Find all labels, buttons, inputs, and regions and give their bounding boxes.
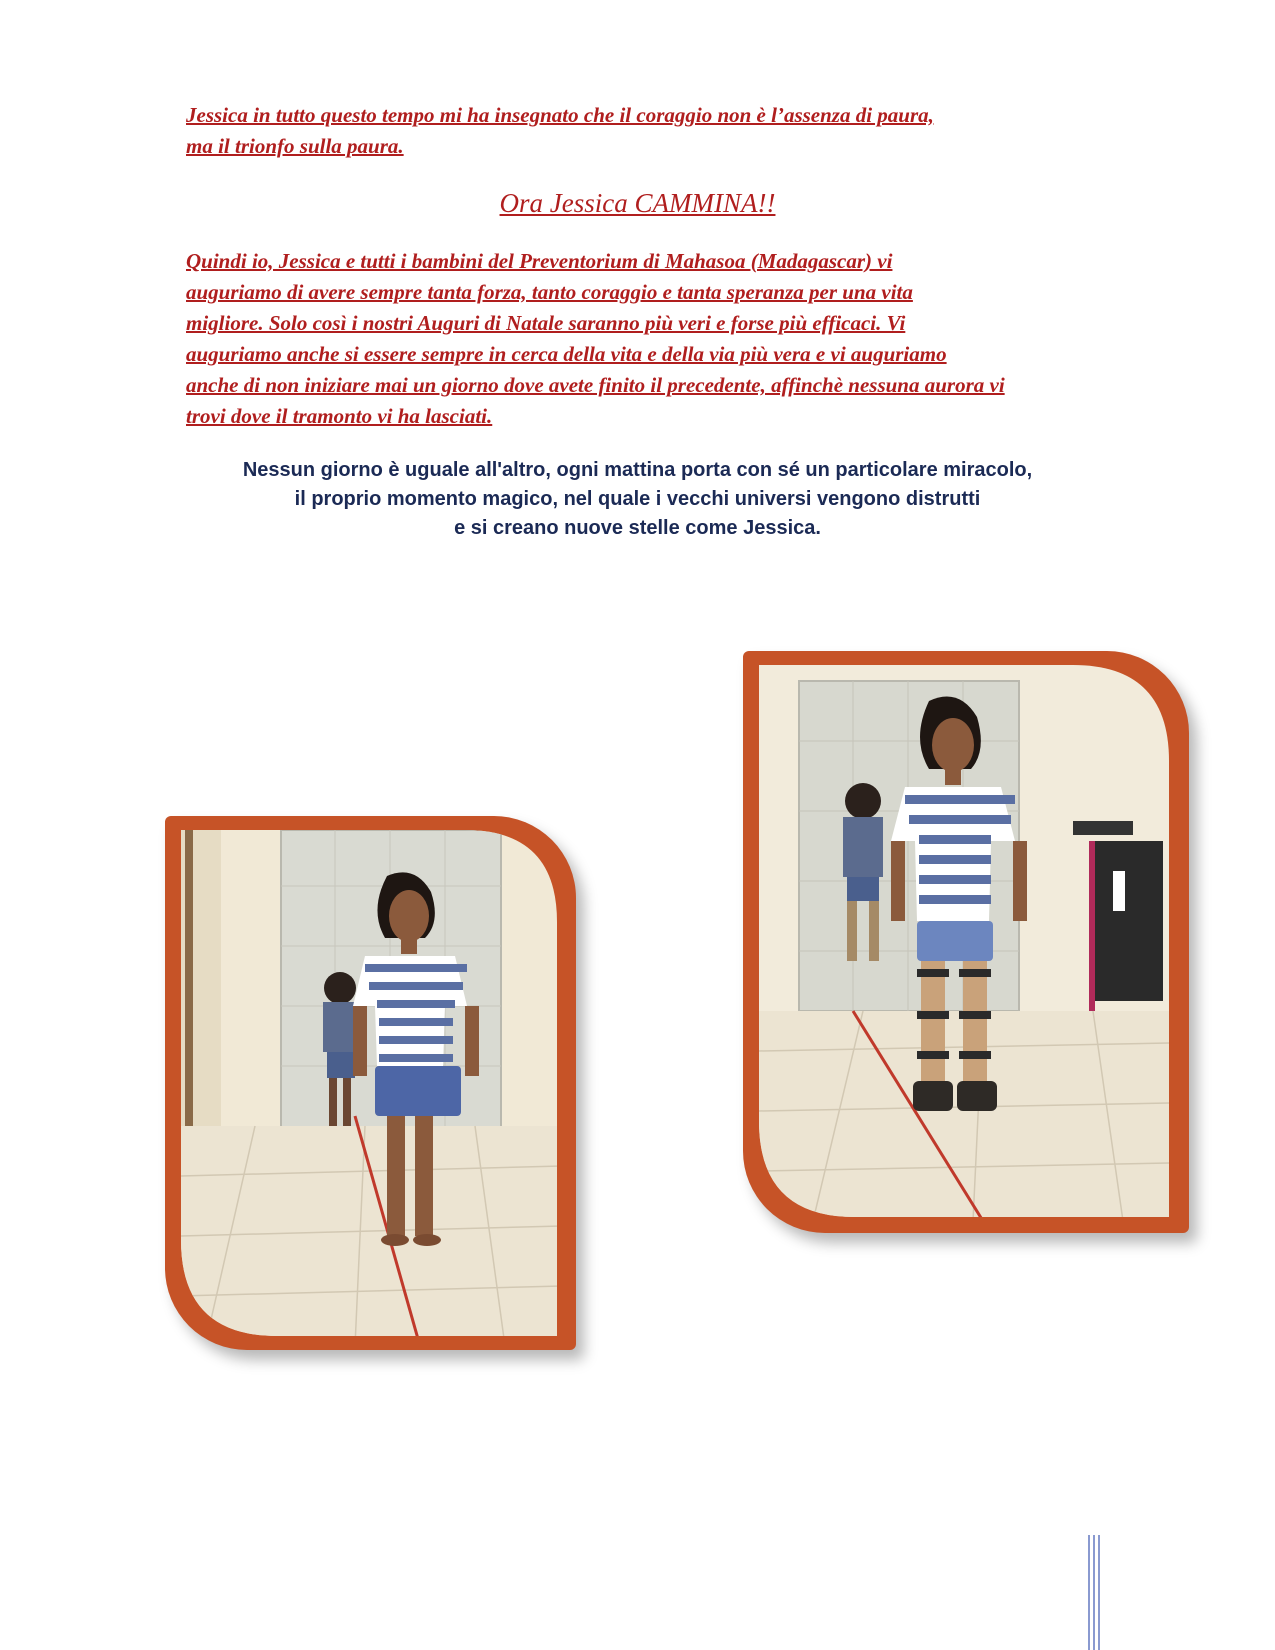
heading-walks: Ora Jessica CAMMINA!! — [499, 188, 776, 218]
intro-paragraph — [186, 100, 1086, 162]
closing-line: Nessun giorno è uguale all'altro, ogni mattina porta con sé un particolare miracolo, — [242, 459, 1033, 481]
wishes-line: trovi dove il tramonto vi ha lasciati. — [186, 404, 493, 428]
intro-line: ma il trionfo sulla paura. — [186, 134, 404, 158]
photo-girl-with-braces — [743, 651, 1189, 1233]
page-margin-rule — [1088, 1535, 1100, 1650]
wishes-paragraph — [186, 246, 1086, 432]
closing-quote — [150, 456, 1125, 543]
wishes-line: Quindi io, Jessica e tutti i bambini del Preventorium di Mahasoa (Madagascar) vi — [186, 249, 893, 273]
photo-girl-barefoot-image — [165, 816, 576, 1350]
intro-line: Jessica in tutto questo tempo mi ha insegnato che il coraggio non è l’assenza di paura, — [186, 103, 934, 127]
wishes-line: auguriamo di avere sempre tanta forza, tanto coraggio e tanta speranza per una vita — [186, 280, 913, 304]
photo-girl-barefoot — [165, 816, 576, 1350]
wishes-line: migliore. Solo così i nostri Auguri di Natale saranno più veri e forse più efficaci. Vi — [186, 311, 906, 335]
wishes-line: anche di non iniziare mai un giorno dove avete finito il precedente, affinchè nessuna aurora vi — [186, 373, 1005, 397]
photo-girl-with-braces-image — [743, 651, 1189, 1233]
wishes-line: auguriamo anche si essere sempre in cerca della vita e della via più vera e vi auguriamo — [186, 342, 947, 366]
closing-line: il proprio momento magico, nel quale i vecchi universi vengono distrutti — [294, 488, 981, 510]
closing-line: e si creano nuove stelle come Jessica. — [454, 517, 821, 539]
